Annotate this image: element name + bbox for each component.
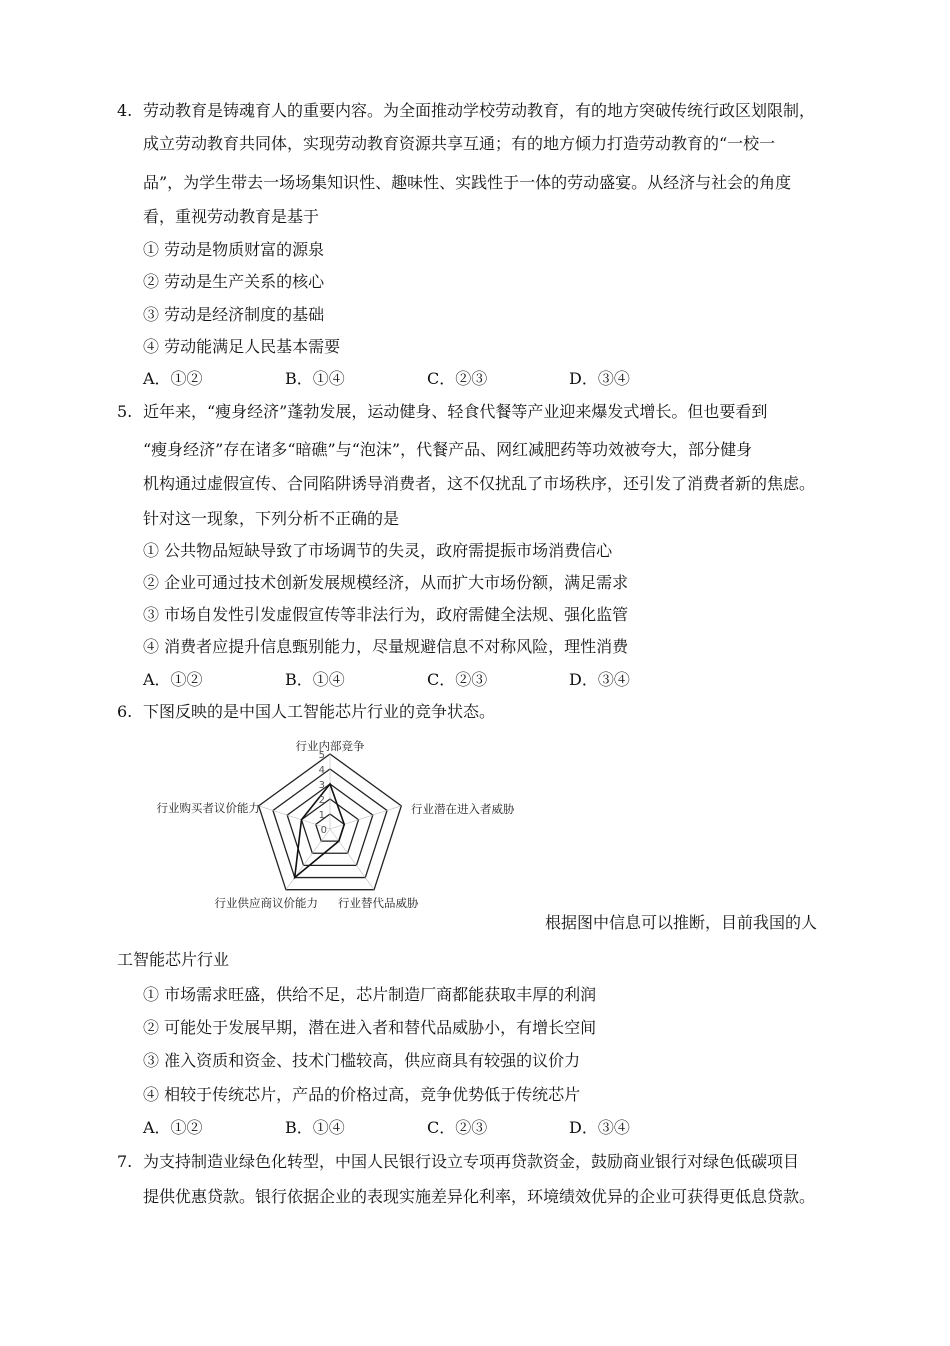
q7-text-line-1: 为支持制造业绿色化转型，中国人民银行设立专项再贷款资金，鼓励商业银行对绿色低碳项目 — [143, 1152, 800, 1171]
q4-text-line-2: 成立劳动教育共同体，实现劳动教育资源共享互通；有的地方倾力打造劳动教育的“一校一 — [143, 134, 776, 153]
q4-number: 4. — [117, 101, 133, 120]
radar-scale-label-3: 3 — [318, 780, 325, 791]
q7-number: 7. — [117, 1152, 133, 1171]
q6-choice-a[interactable]: A．①② — [143, 1118, 203, 1137]
q5-text-line-1: 近年来，“瘦身经济”蓬勃发展，运动健身、轻食代餐等产业迎来爆发式增长。但也要看到 — [143, 402, 768, 421]
q4-option-3: ③ 劳动是经济制度的基础 — [143, 305, 325, 324]
radar-chart — [130, 732, 550, 917]
q6-after-chart-1: 根据图中信息可以推断，目前我国的人 — [545, 913, 818, 932]
q6-number: 6. — [117, 702, 133, 721]
q5-choice-d[interactable]: D．③④ — [569, 670, 630, 689]
q5-text-line-3: 机构通过虚假宣传、合同陷阱诱导消费者，这不仅扰乱了市场秩序，还引发了消费者新的焦虑。 — [143, 474, 816, 493]
q4-option-1: ① 劳动是物质财富的源泉 — [143, 240, 325, 259]
q5-option-4: ④ 消费者应提升信息甄别能力，尽量规避信息不对称风险，理性消费 — [143, 637, 629, 656]
radar-axis-label-3: 行业替代品威胁 — [338, 896, 419, 910]
q4-choice-a[interactable]: A．①② — [143, 369, 203, 388]
q5-text-line-4: 针对这一现象，下列分析不正确的是 — [143, 509, 400, 528]
radar-axis-label-4: 行业供应商议价能力 — [214, 896, 318, 910]
q5-choice-b[interactable]: B．①④ — [285, 670, 345, 689]
q5-choice-c[interactable]: C．②③ — [427, 670, 488, 689]
q4-text-line-4: 看，重视劳动教育是基于 — [143, 207, 320, 226]
q5-option-1: ① 公共物品短缺导致了市场调节的失灵，政府需提振市场消费信心 — [143, 541, 613, 560]
radar-scale-label-2: 2 — [318, 795, 325, 806]
q4-choice-c[interactable]: C．②③ — [427, 369, 488, 388]
q4-choice-d[interactable]: D．③④ — [569, 369, 630, 388]
q7-text-line-2: 提供优惠贷款。银行依据企业的表现实施差异化利率，环境绩效优异的企业可获得更低息贷款。 — [143, 1187, 816, 1206]
radar-scale-label-0: 0 — [320, 825, 327, 836]
q6-choice-c[interactable]: C．②③ — [427, 1118, 488, 1137]
radar-axis-label-5: 行业购买者议价能力 — [156, 801, 260, 815]
radar-scale-label-4: 4 — [318, 765, 325, 776]
radar-scale-label-5: 5 — [318, 750, 325, 761]
q5-number: 5. — [117, 402, 133, 421]
q5-option-2: ② 企业可通过技术创新发展规模经济，从而扩大市场份额，满足需求 — [143, 573, 629, 592]
q6-option-3: ③ 准入资质和资金、技术门槛较高，供应商具有较强的议价力 — [143, 1051, 581, 1070]
q5-text-line-2: “瘦身经济”存在诸多“暗礁”与“泡沫”，代餐产品、网红减肥药等功效被夸大，部分健身 — [143, 440, 753, 459]
radar-axis-label-1: 行业内部竞争 — [295, 739, 365, 753]
q4-option-2: ② 劳动是生产关系的核心 — [143, 272, 325, 291]
q4-choice-b[interactable]: B．①④ — [285, 369, 345, 388]
q6-option-4: ④ 相较于传统芯片，产品的价格过高，竞争优势低于传统芯片 — [143, 1085, 581, 1104]
radar-scale-label-1: 1 — [318, 810, 325, 821]
q6-choice-d[interactable]: D．③④ — [569, 1118, 630, 1137]
q4-text-line-3: 品”，为学生带去一场场集知识性、趣味性、实践性于一体的劳动盛宴。从经济与社会的角度 — [143, 173, 792, 192]
q6-after-chart-2: 工智能芯片行业 — [117, 950, 230, 969]
q4-text-line-1: 劳动教育是铸魂育人的重要内容。为全面推动学校劳动教育，有的地方突破传统行政区划限制， — [143, 101, 816, 120]
q6-choice-b[interactable]: B．①④ — [285, 1118, 345, 1137]
q5-choice-a[interactable]: A．①② — [143, 670, 203, 689]
radar-axis-label-2: 行业潜在进入者威胁 — [411, 802, 515, 816]
q4-option-4: ④ 劳动能满足人民基本需要 — [143, 337, 341, 356]
q5-option-3: ③ 市场自发性引发虚假宣传等非法行为，政府需健全法规、强化监管 — [143, 605, 629, 624]
q6-intro: 下图反映的是中国人工智能芯片行业的竞争状态。 — [143, 702, 496, 721]
q6-option-1: ① 市场需求旺盛，供给不足，芯片制造厂商都能获取丰厚的利润 — [143, 985, 597, 1004]
q6-option-2: ② 可能处于发展早期，潜在进入者和替代品威胁小，有增长空间 — [143, 1018, 597, 1037]
